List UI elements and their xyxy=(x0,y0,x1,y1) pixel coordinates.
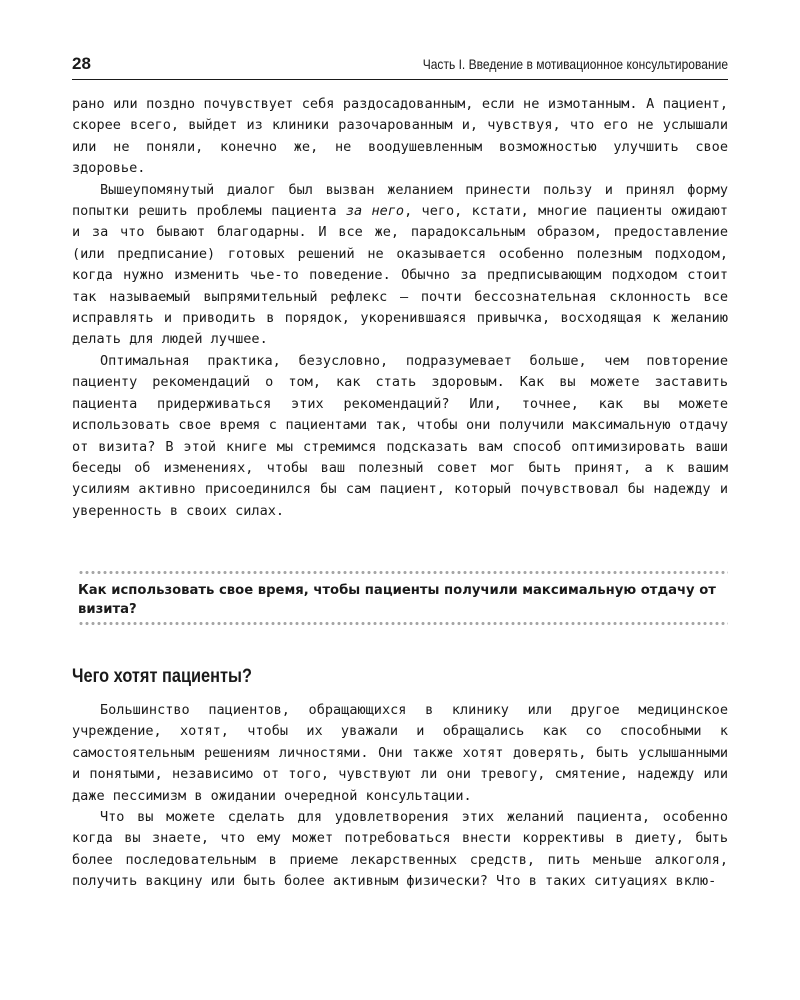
dotted-rule xyxy=(78,570,728,575)
callout-box xyxy=(72,570,728,630)
paragraph: Оптимальная практика, безусловно, подразумевает больше, чем повторение пациенту рекомендаций о том, как стать здоровым. Как вы можете заставить пациента придерживаться этих рекомендаций? Или, точнее, как вы можете использовать свое время с пациентами так, чтобы они получили максимальную отдачу от визита? В этой книге мы стремимся подсказать вам способ оптимизировать ваши беседы об изменениях, чтобы ваш полезный совет мог быть принят, а к вашим усилиям активно присоединился бы сам пациент, который почувствовал бы надежду и уверенность в своих силах. xyxy=(72,352,728,519)
paragraph-text: , чего, кстати, многие пациенты ожидают и за что бывают благодарны. И все же, парадоксальным образом, предоставление (или предписание) готовых решений не оказывается особенно полезным подходом, когда нужно изменить чье-то поведение. Обычно за предписывающим подходом стоит так называемый выпрямительный рефлекс — почти бессознательная склонность все исправлять и приводить в порядок, укоренившаяся привычка, восходящая к желанию делать для людей лучшее. xyxy=(72,203,728,348)
emphasis-text: за него xyxy=(345,203,405,220)
section-text xyxy=(72,700,728,893)
callout-text: Как использовать свое время, чтобы пациенты получили максимальную отдачу от визита? xyxy=(78,583,716,617)
intro-text xyxy=(72,94,728,522)
paragraph: Большинство пациентов, обращающихся в клинику или другое медицинское учреждение, хотят, чтобы их уважали и обращались как со способными к самостоятельным решениям личностями. Они также хотят доверять, быть услышанными и понятыми, независимо от того, чувствуют ли они тревогу, смятение, надежду или даже пессимизм в ожидании очередной консультации. xyxy=(72,702,728,804)
section-heading: Чего хотят пациенты? xyxy=(72,666,252,687)
paragraph: рано или поздно почувствует себя раздосадованным, если не измотанным. А пациент, скорее всего, выйдет из клиники разочарованным и, чувствуя, что его не услышали или не поняли, конечно же, не воодушевленным возможностью улучшить свое здоровье. xyxy=(72,96,728,177)
paragraph-text: Вышеупомянутый диалог был вызван желанием принести пользу и принял форму попытки решить проблемы пациента xyxy=(72,181,728,220)
paragraph: Что вы можете сделать для удовлетворения этих желаний пациента, особенно когда вы знаете, что ему может потребоваться внести коррективы в диету, быть более последовательным в приеме лекарственных средств, пить меньше алкоголя, получить вакцину или быть более активным физически? Что в таких ситуациях вклю- xyxy=(72,809,728,890)
page-header xyxy=(72,53,728,80)
running-head: Часть I. Введение в мотивационное консультирование xyxy=(422,56,728,72)
dotted-rule xyxy=(78,621,728,626)
page-number: 28 xyxy=(72,54,91,73)
paragraph xyxy=(72,180,728,351)
